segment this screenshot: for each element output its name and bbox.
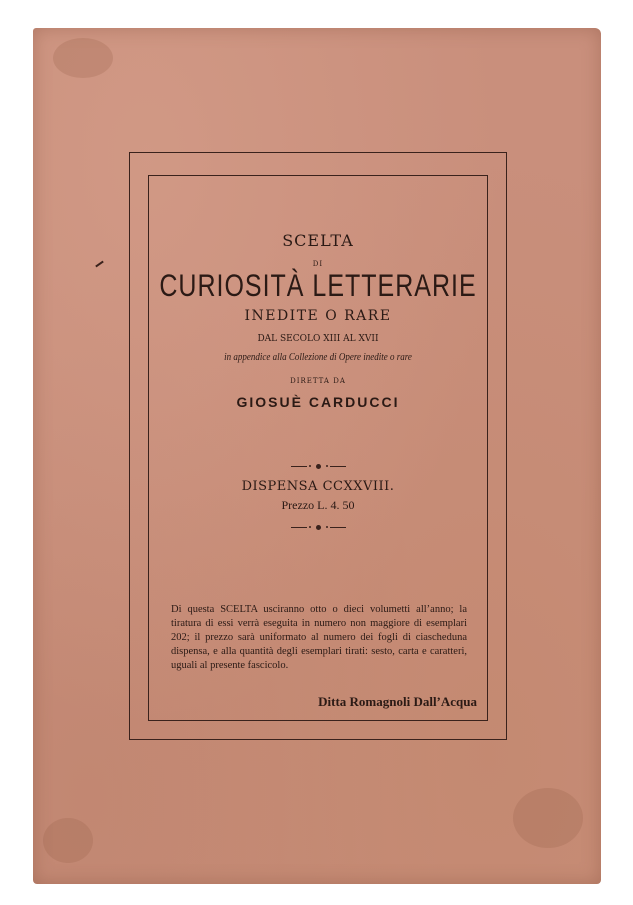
ornament-divider-bottom	[149, 522, 487, 532]
ink-mark	[95, 261, 104, 268]
period-text: DAL SECOLO XIII AL XVII	[257, 334, 379, 344]
price-text: Prezzo L. 4. 50	[281, 498, 355, 512]
issue-number: DISPENSA CCXXVIII.	[241, 479, 395, 494]
paper-stain	[43, 818, 93, 863]
connector-text: DI	[312, 260, 324, 268]
paper-stain	[513, 788, 583, 848]
main-title: CURIOSITÀ LETTERARIE	[159, 268, 477, 304]
subtitle: INEDITE O RARE	[244, 308, 392, 324]
inner-border-frame	[148, 175, 488, 721]
paper-stain	[53, 38, 113, 78]
appendix-note: in appendice alla Collezione di Opere inedite o rare	[224, 352, 412, 363]
series-title: SCELTA	[282, 231, 354, 250]
publisher-notice: Di questa SCELTA usciranno otto o dieci volumetti all’anno; la tiratura di essi verrà eseguita in numero non maggiore di esemplari 202; il prezzo sarà uniformato al numero dei fogli di ciascheduna dispensa, e alla quantità degli esemplari tirati: sesto, carta e caratteri, uguali al presente fascicolo.	[171, 604, 467, 671]
book-cover	[33, 28, 601, 884]
publisher-name: Ditta Romagnoli Dall’Acqua	[318, 694, 477, 709]
directed-by-label: DIRETTA DA	[290, 377, 346, 385]
editor-name: GIOSUÈ CARDUCCI	[236, 394, 400, 410]
ornament-divider-top	[149, 461, 487, 471]
